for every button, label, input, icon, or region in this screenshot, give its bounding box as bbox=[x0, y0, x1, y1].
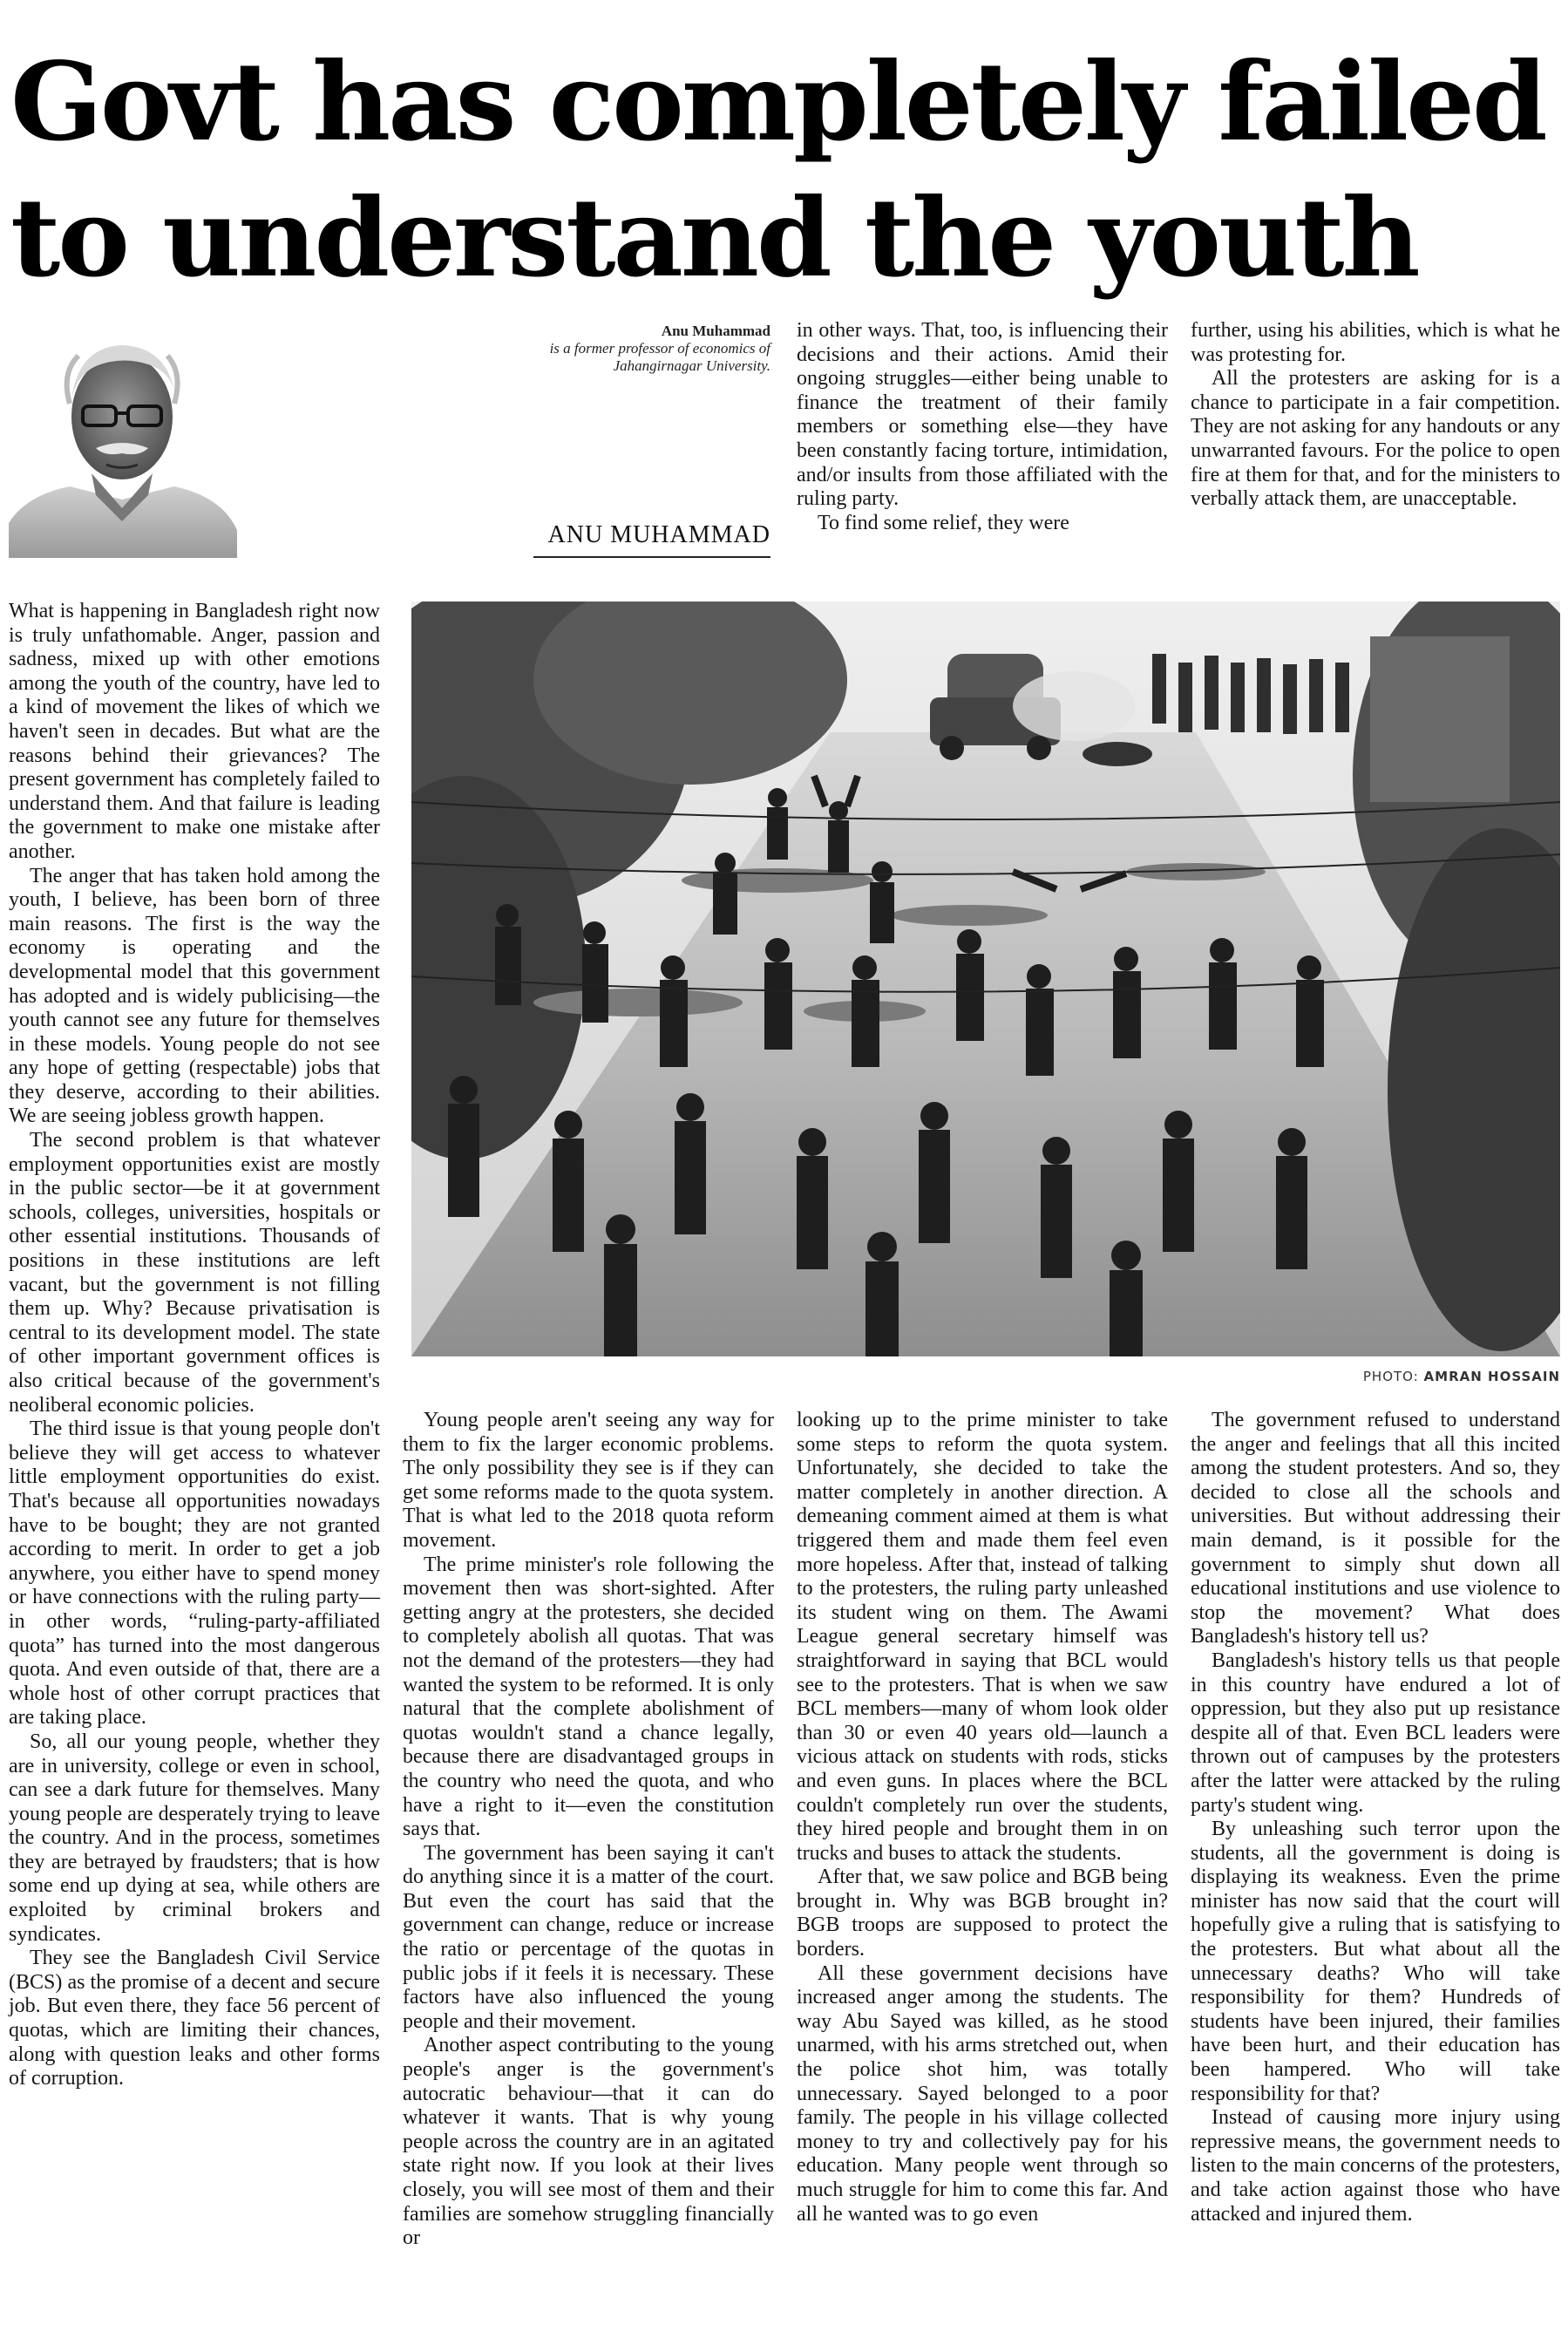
paragraph: Instead of causing more injury using repressive means, the government needs to listen to the main concerns of the protesters, and take action against those who have attacked and injured them. bbox=[1191, 2106, 1560, 2226]
paragraph: looking up to the prime minister to take some steps to reform the quota system. Unfortunately, she decided to take the matter completely in another direction. A demeaning comment aimed at them is what triggered them and made them feel even more hopeless. After that, instead of talking to the protesters, the ruling party unleashed its student wing on them. The Awami League general secretary himself was straightforward in saying that BCL would see to the protesters. That is when we saw BCL members—many of whom look older than 30 or even 40 years old—launch a vicious attack on students with rods, sticks and even guns. In places where the BCL couldn't completely run over the students, they hired people and brought them in on trucks and buses to attack the students. bbox=[797, 1409, 1168, 1865]
paragraph: The prime minister's role following the movement then was short-sighted. After getting angry at the protesters, she decided to completely abolish all quotas. That was not the demand of the protesters—they had wanted the system to be reformed. It is only natural that the complete abolishment of quotas wouldn't stand a chance legally, because there are disadvantaged groups in the country who need the quota, and who have a right to it—even the constitution says that. bbox=[403, 1553, 774, 1841]
paragraph: They see the Bangladesh Civil Service (BCS) as the promise of a decent and secure job. But even there, they face 56 percent of quotas, which are limiting their chances, along with question leaks and other forms of corruption. bbox=[9, 1947, 380, 2090]
paragraph: in other ways. That, too, is influencing their decisions and their actions. Amid their ongoing struggles—either being unable to finance the treatment of their family members or something else—they have been constantly facing torture, intimidation, and/or insults from those affiliated with the ruling party. bbox=[797, 319, 1168, 511]
protest-street-photo bbox=[411, 602, 1560, 1356]
photo-credit-label: PHOTO: bbox=[1362, 1369, 1419, 1384]
article-column-bottom-1 bbox=[403, 1409, 774, 2251]
author-portrait bbox=[9, 321, 237, 558]
paragraph: The government refused to understand the anger and feelings that all this incited among the student protesters. And so, they decided to close all the schools and universities. But without addressing their main demand, is it possible for the government to simply shut down all educational institutions and use violence to stop the movement? What does Bangladesh's history tell us? bbox=[1191, 1409, 1560, 1648]
headline bbox=[10, 35, 1558, 307]
article-column-top-1 bbox=[797, 319, 1168, 535]
paragraph: All the protesters are asking for is a chance to participate in a fair competition. They are not asking for any handouts or any unwarranted favours. For the police to open fire at them for that, and for the ministers to verbally attack them, are unacceptable. bbox=[1191, 367, 1560, 511]
paragraph: By unleashing such terror upon the students, all the government is doing is displaying its weakness. Even the prime minister has now said that the court will hopefully give a ruling that is satisfying to the protesters. But what about all the unnecessary deaths? Who will take responsibility for them? Hundreds of students have been injured, their families have been hurt, and their education has been hampered. Who will take responsibility for that? bbox=[1191, 1818, 1560, 2105]
author-bio bbox=[375, 323, 770, 375]
paragraph: All these government decisions have increased anger among the students. The way Abu Sayed was killed, as he stood unarmed, with his arms stretched out, when the police shot him, was totally unnecessary. Sayed belonged to a poor family. The people in his village collected money to try and collectively pay for his education. Many people went through so much struggle for him to come this far. And all he wanted was to go even bbox=[797, 1961, 1168, 2226]
paragraph: further, using his abilities, which is what he was protesting for. bbox=[1191, 319, 1560, 366]
author-bio-line-1: is a former professor of economics of bbox=[549, 340, 770, 357]
author-name: Anu Muhammad bbox=[661, 323, 770, 339]
article-column-bottom-3 bbox=[1191, 1409, 1560, 2226]
paragraph: The third issue is that young people don't believe they will get access to whatever little employment opportunities do exist. That's because all opportunities nowadays have to be bought; they are not granted according to merit. In order to get a job anywhere, you either have to spend money or have connections with the ruling party—in other words, “ruling-party-affiliated quota” has turned into the most dangerous quota. And even outside of that, there are a whole host of other corrupt practices that are taking place. bbox=[9, 1417, 380, 1730]
headline-line-2: to understand the youth bbox=[10, 175, 1418, 302]
paragraph: To find some relief, they were bbox=[818, 511, 1069, 534]
article-column-top-2 bbox=[1191, 319, 1560, 512]
paragraph: Young people aren't seeing any way for them to fix the larger economic problems. The only possibility they see is if they can get some reforms made to the quota system. That is what led to the 2018 quota reform movement. bbox=[403, 1409, 774, 1552]
paragraph: The second problem is that whatever employment opportunities exist are mostly in the public sector—be it at government schools, colleges, universities, hospitals or other essential institutions. Thousands of positions in these institutions are left vacant, but the government is not filling them up. Why? Because privatisation is central to its development model. The state of other important government offices is also critical because of the government's neoliberal economic policies. bbox=[9, 1129, 380, 1417]
news-photo bbox=[411, 602, 1560, 1356]
author-bio-line-2: Jahangirnagar University. bbox=[613, 357, 770, 374]
article-column-left bbox=[9, 600, 380, 2091]
photo-credit-name: AMRAN HOSSAIN bbox=[1423, 1369, 1560, 1384]
article-column-bottom-2 bbox=[797, 1409, 1168, 2226]
paragraph: Another aspect contributing to the young people's anger is the government's autocratic behaviour—that it can do whatever it wants. That is why young people across the country are in an agitated state right now. If you look at their lives closely, you will see most of them and their families are somehow struggling financially or bbox=[403, 2034, 774, 2250]
headline-line-1: Govt has completely failed bbox=[10, 39, 1545, 166]
byline-rule bbox=[533, 556, 770, 558]
paragraph: The anger that has taken hold among the youth, I believe, has been born of three main reasons. The first is the way the economy is operating and the developmental model that this government has adopted and is widely publicising—the youth cannot see any future for themselves in these models. Young people do not see any hope of getting (respectable) jobs that they deserve, according to their abilities. We are seeing jobless growth happen. bbox=[9, 864, 380, 1128]
paragraph: So, all our young people, whether they are in university, college or even in school, can see a dark future for themselves. Many young people are desperately trying to leave the country. And in the process, sometimes they are betrayed by fraudsters; that is how some end up dying at sea, while others are exploited by criminal brokers and syndicates. bbox=[9, 1730, 380, 1946]
paragraph: Bangladesh's history tells us that people in this country have endured a lot of oppression, but they also put up resistance despite all of that. Even BCL leaders were thrown out of campuses by the protesters after the latter were attacked by the ruling party's student wing. bbox=[1191, 1648, 1560, 1817]
paragraph: The government has been saying it can't do anything since it is a matter of the court. But even the court has said that the government can change, reduce or increase the ratio or percentage of the quotas in public jobs if it feels it is necessary. These factors have also influenced the young people and their movement. bbox=[403, 1841, 774, 2033]
author-byline: ANU MUHAMMAD bbox=[547, 521, 770, 548]
paragraph: After that, we saw police and BGB being brought in. Why was BGB brought in? BGB troops are supposed to protect the borders. bbox=[797, 1866, 1168, 1961]
paragraph: What is happening in Bangladesh right now is truly unfathomable. Anger, passion and sadness, mixed up with other emotions among the youth of the country, have led to a kind of movement the likes of which we haven't seen in decades. But what are the reasons behind their grievances? The present government has completely failed to understand them. And that failure is leading the government to make one mistake after another. bbox=[9, 600, 380, 863]
author-portrait-image bbox=[9, 321, 237, 558]
photo-credit bbox=[959, 1369, 1560, 1384]
